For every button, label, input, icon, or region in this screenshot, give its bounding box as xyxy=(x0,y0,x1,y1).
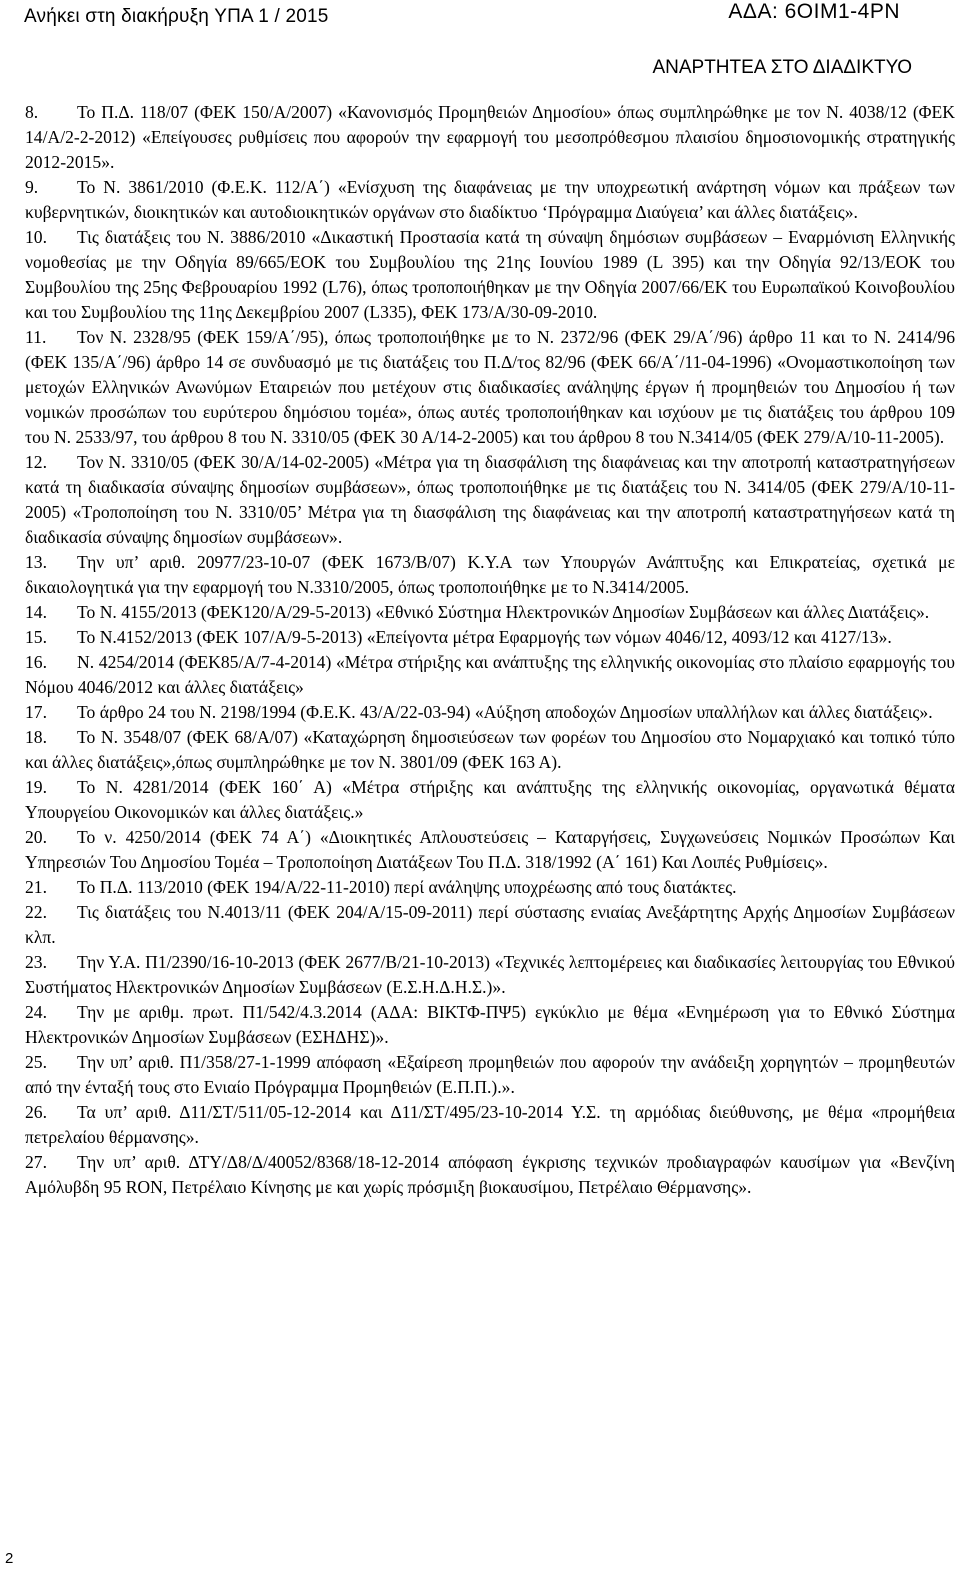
list-item xyxy=(25,825,955,875)
item-text: Το άρθρο 24 του Ν. 2198/1994 (Φ.Ε.Κ. 43/Α/22-03-94) «Αύξηση αποδοχών Δημοσίων υπαλλήλων και άλλες διατάξεις». xyxy=(77,702,933,722)
list-item xyxy=(25,900,955,950)
item-text: Το Ν. 3548/07 (ΦΕΚ 68/Α/07) «Καταχώρηση δημοσιεύσεων των φορέων του Δημοσίου στο Νομαρχιακό και τοπικό τύπο και άλλες διατάξεις»,όπως συμπληρώθηκε με τον Ν. 3801/09 (ΦΕΚ 163 Α). xyxy=(25,727,955,772)
list-item xyxy=(25,725,955,775)
list-item xyxy=(25,550,955,600)
item-text: Ν. 4254/2014 (ΦΕΚ85/Α/7-4-2014) «Μέτρα στήριξης και ανάπτυξης της ελληνικής οικονομίας στο πλαίσιο εφαρμογής του Νόμου 4046/2012 και άλλες διατάξεις» xyxy=(25,652,955,697)
item-text: Τον Ν. 3310/05 (ΦΕΚ 30/Α/14-02-2005) «Μέτρα για τη διασφάλιση της διαφάνειας και την αποτροπή καταστρατηγήσεων κατά τη διαδικασία σύναψης δημοσίων συμβάσεων», όπως τροποποιήθηκε με τις διατάξεις του Ν. 3414/05 (ΦΕΚ 279/Α/10-11-2005) «Τροποποίηση του Ν. 3310/05’ Μέτρα για τη διασφάλιση της διαφάνειας και την αποτροπή καταστρατηγήσεων κατά τη διαδικασία σύναψης δημοσίων συμβάσεων». xyxy=(25,452,955,547)
item-number: 15. xyxy=(25,627,47,647)
item-text: Το Ν. 4155/2013 (ΦΕΚ120/Α/29-5-2013) «Εθνικό Σύστημα Ηλεκτρονικών Δημοσίων Συμβάσεων και άλλες Διατάξεις». xyxy=(77,602,930,622)
list-item xyxy=(25,325,955,450)
page-number: 2 xyxy=(5,1550,14,1567)
list-item xyxy=(25,650,955,700)
item-number: 19. xyxy=(25,777,47,797)
item-text: Το Ν.4152/2013 (ΦΕΚ 107/Α/9-5-2013) «Επείγοντα μέτρα Εφαρμογής των νόμων 4046/12, 4093/12 και 4127/13». xyxy=(77,627,892,647)
item-text: Την με αριθμ. πρωτ. Π1/542/4.3.2014 (ΑΔΑ: ΒΙΚΤΦ-ΠΨ5) εγκύκλιο με θέμα «Ενημέρωση για το Εθνικό Σύστημα Ηλεκτρονικών Δημοσίων Συμβάσεων (ΕΣΗΔΗΣ)». xyxy=(25,1002,955,1047)
item-number: 21. xyxy=(25,877,47,897)
list-item xyxy=(25,950,955,1000)
item-text: Το Ν. 4281/2014 (ΦΕΚ 160΄ Α) «Μέτρα στήριξης και ανάπτυξης της ελληνικής οικονομίας, οργανωτικά θέματα Υπουργείου Οικονομικών και άλλες διατάξεις.» xyxy=(25,777,955,822)
item-text: Την υπ’ αριθ. Π1/358/27-1-1999 απόφαση «Εξαίρεση προμηθειών που αφορούν την ανάδειξη χορηγητών – προμηθευτών από την ένταξή τους στο Ενιαίο Πρόγραμμα Προμηθειών (Ε.Π.Π.).». xyxy=(25,1052,955,1097)
ada-code: ΑΔΑ: 6ΟΙΜ1-4ΡΝ xyxy=(728,0,900,23)
item-number: 22. xyxy=(25,902,47,922)
item-number: 12. xyxy=(25,452,47,472)
document-body xyxy=(25,100,955,1200)
item-text: Το ν. 4250/2014 (ΦΕΚ 74 Α΄) «Διοικητικές Απλουστεύσεις – Καταργήσεις, Συγχωνεύσεις Νομικών Προσώπων Και Υπηρεσιών Του Δημοσίου Τομέα – Τροποποίηση Διατάξεων Του Π.Δ. 318/1992 (Α΄ 161) Και Λοιπές Ρυθμίσεις». xyxy=(25,827,955,872)
item-number: 27. xyxy=(25,1152,47,1172)
list-item xyxy=(25,1100,955,1150)
item-number: 23. xyxy=(25,952,47,972)
item-text: Την Υ.Α. Π1/2390/16-10-2013 (ΦΕΚ 2677/Β/21-10-2013) «Τεχνικές λεπτομέρειες και διαδικασίες λειτουργίας του Εθνικού Συστήματος Ηλεκτρονικών Δημοσίων Συμβάσεων (Ε.Σ.Η.Δ.Η.Σ.)». xyxy=(25,952,955,997)
list-item xyxy=(25,1000,955,1050)
item-number: 24. xyxy=(25,1002,47,1022)
item-text: Τις διατάξεις του Ν.4013/11 (ΦΕΚ 204/Α/15-09-2011) περί σύστασης ενιαίας Ανεξάρτητης Αρχής Δημοσίων Συμβάσεων κλπ. xyxy=(25,902,955,947)
publish-note: ΑΝΑΡΤΗΤΕΑ ΣΤΟ ΔΙΑΔΙΚΤΥΟ xyxy=(652,57,912,78)
item-number: 11. xyxy=(25,327,47,347)
item-text: Το Ν. 3861/2010 (Φ.Ε.Κ. 112/Α΄) «Ενίσχυση της διαφάνειας με την υποχρεωτική ανάρτηση νόμων και πράξεων των κυβερνητικών, διοικητικών και αυτοδιοικητικών οργάνων στο διαδίκτυο ‘Πρόγραμμα Διαύγεια’ και άλλες διατάξεις». xyxy=(25,177,955,222)
list-item xyxy=(25,1150,955,1200)
header-left: Ανήκει στη διακήρυξη ΥΠΑ 1 / 2015 xyxy=(24,6,329,27)
item-number: 17. xyxy=(25,702,47,722)
item-number: 14. xyxy=(25,602,47,622)
item-text: Τα υπ’ αριθ. Δ11/ΣΤ/511/05-12-2014 και Δ11/ΣΤ/495/23-10-2014 Υ.Σ. τη αρμόδιας διεύθυνσης, με θέμα «προμήθεια πετρελαίου θέρμανσης». xyxy=(25,1102,955,1147)
list-item xyxy=(25,175,955,225)
list-item xyxy=(25,775,955,825)
item-number: 13. xyxy=(25,552,47,572)
list-item xyxy=(25,875,955,900)
item-text: Το Π.Δ. 113/2010 (ΦΕΚ 194/Α/22-11-2010) περί ανάληψης υποχρέωσης από τους διατάκτες. xyxy=(77,877,737,897)
list-item xyxy=(25,625,955,650)
item-text: Τον Ν. 2328/95 (ΦΕΚ 159/Α΄/95), όπως τροποποιήθηκε με το Ν. 2372/96 (ΦΕΚ 29/Α΄/96) άρθρο 11 και το Ν. 2414/96 (ΦΕΚ 135/Α΄/96) άρθρο 14 σε συνδυασμό με τις διατάξεις του Π.Δ/τος 82/96 (ΦΕΚ 66/Α΄/11-04-1996) «Ονομαστικοποίηση των μετοχών Ελληνικών Ανωνύμων Εταιρειών που μετέχουν στις διαδικασίες ανάληψης έργων ή προμηθειών του Δημοσίου ή των νομικών προσώπων του ευρύτερου δημόσιου τομέα», όπως αυτές τροποποιήθηκαν και ισχύουν με τις διατάξεις του άρθρου 109 του Ν. 2533/97, του άρθρου 8 του Ν. 3310/05 (ΦΕΚ 30 Α/14-2-2005) και του άρθρου 8 του Ν.3414/05 (ΦΕΚ 279/Α/10-11-2005). xyxy=(25,327,955,447)
item-number: 20. xyxy=(25,827,47,847)
item-text: Την υπ’ αριθ. 20977/23-10-07 (ΦΕΚ 1673/Β/07) Κ.Υ.Α των Υπουργών Ανάπτυξης και Επικρατείας, σχετικά με δικαιολογητικά για την εφαρμογή του Ν.3310/2005, όπως τροποποιήθηκε με το Ν.3414/2005. xyxy=(25,552,955,597)
item-text: Την υπ’ αριθ. ΔΤΥ/Δ8/Δ/40052/8368/18-12-2014 απόφαση έγκρισης τεχνικών προδιαγραφών καυσίμων για «Βενζίνη Αμόλυβδη 95 RON, Πετρέλαιο Κίνησης με και χωρίς πρόσμιξη βιοκαυσίμου, Πετρέλαιο Θέρμανσης». xyxy=(25,1152,955,1197)
list-item xyxy=(25,600,955,625)
item-number: 9. xyxy=(25,177,39,197)
item-number: 18. xyxy=(25,727,47,747)
list-item xyxy=(25,225,955,325)
list-item xyxy=(25,100,955,175)
item-text: Το Π.Δ. 118/07 (ΦΕΚ 150/Α/2007) «Κανονισμός Προμηθειών Δημοσίου» όπως συμπληρώθηκε με τον Ν. 4038/12 (ΦΕΚ 14/Α/2-2-2012) «Επείγουσες ρυθμίσεις που αφορούν την εφαρμογή του μεσοπρόθεσμου πλαισίου δημοσιονομικής στρατηγικής 2012-2015». xyxy=(25,102,955,172)
list-item xyxy=(25,450,955,550)
item-text: Τις διατάξεις του Ν. 3886/2010 «Δικαστική Προστασία κατά τη σύναψη δημόσιων συμβάσεων – Εναρμόνιση Ελληνικής νομοθεσίας με την Οδηγία 89/665/ΕΟΚ του Συμβουλίου της 21ης Ιουνίου 1989 (L 395) και την Οδηγία 92/13/ΕΟΚ του Συμβουλίου της 25ης Φεβρουαρίου 1992 (L76), όπως τροποποιήθηκαν με την Οδηγία 2007/66/ΕΚ του Ευρωπαϊκού Κοινοβουλίου και του Συμβουλίου της 11ης Δεκεμβρίου 2007 (L335), ΦΕΚ 173/Α/30-09-2010. xyxy=(25,227,955,322)
item-number: 16. xyxy=(25,652,47,672)
list-item xyxy=(25,700,955,725)
item-number: 25. xyxy=(25,1052,47,1072)
item-number: 26. xyxy=(25,1102,47,1122)
item-number: 10. xyxy=(25,227,47,247)
list-item xyxy=(25,1050,955,1100)
item-number: 8. xyxy=(25,102,39,122)
